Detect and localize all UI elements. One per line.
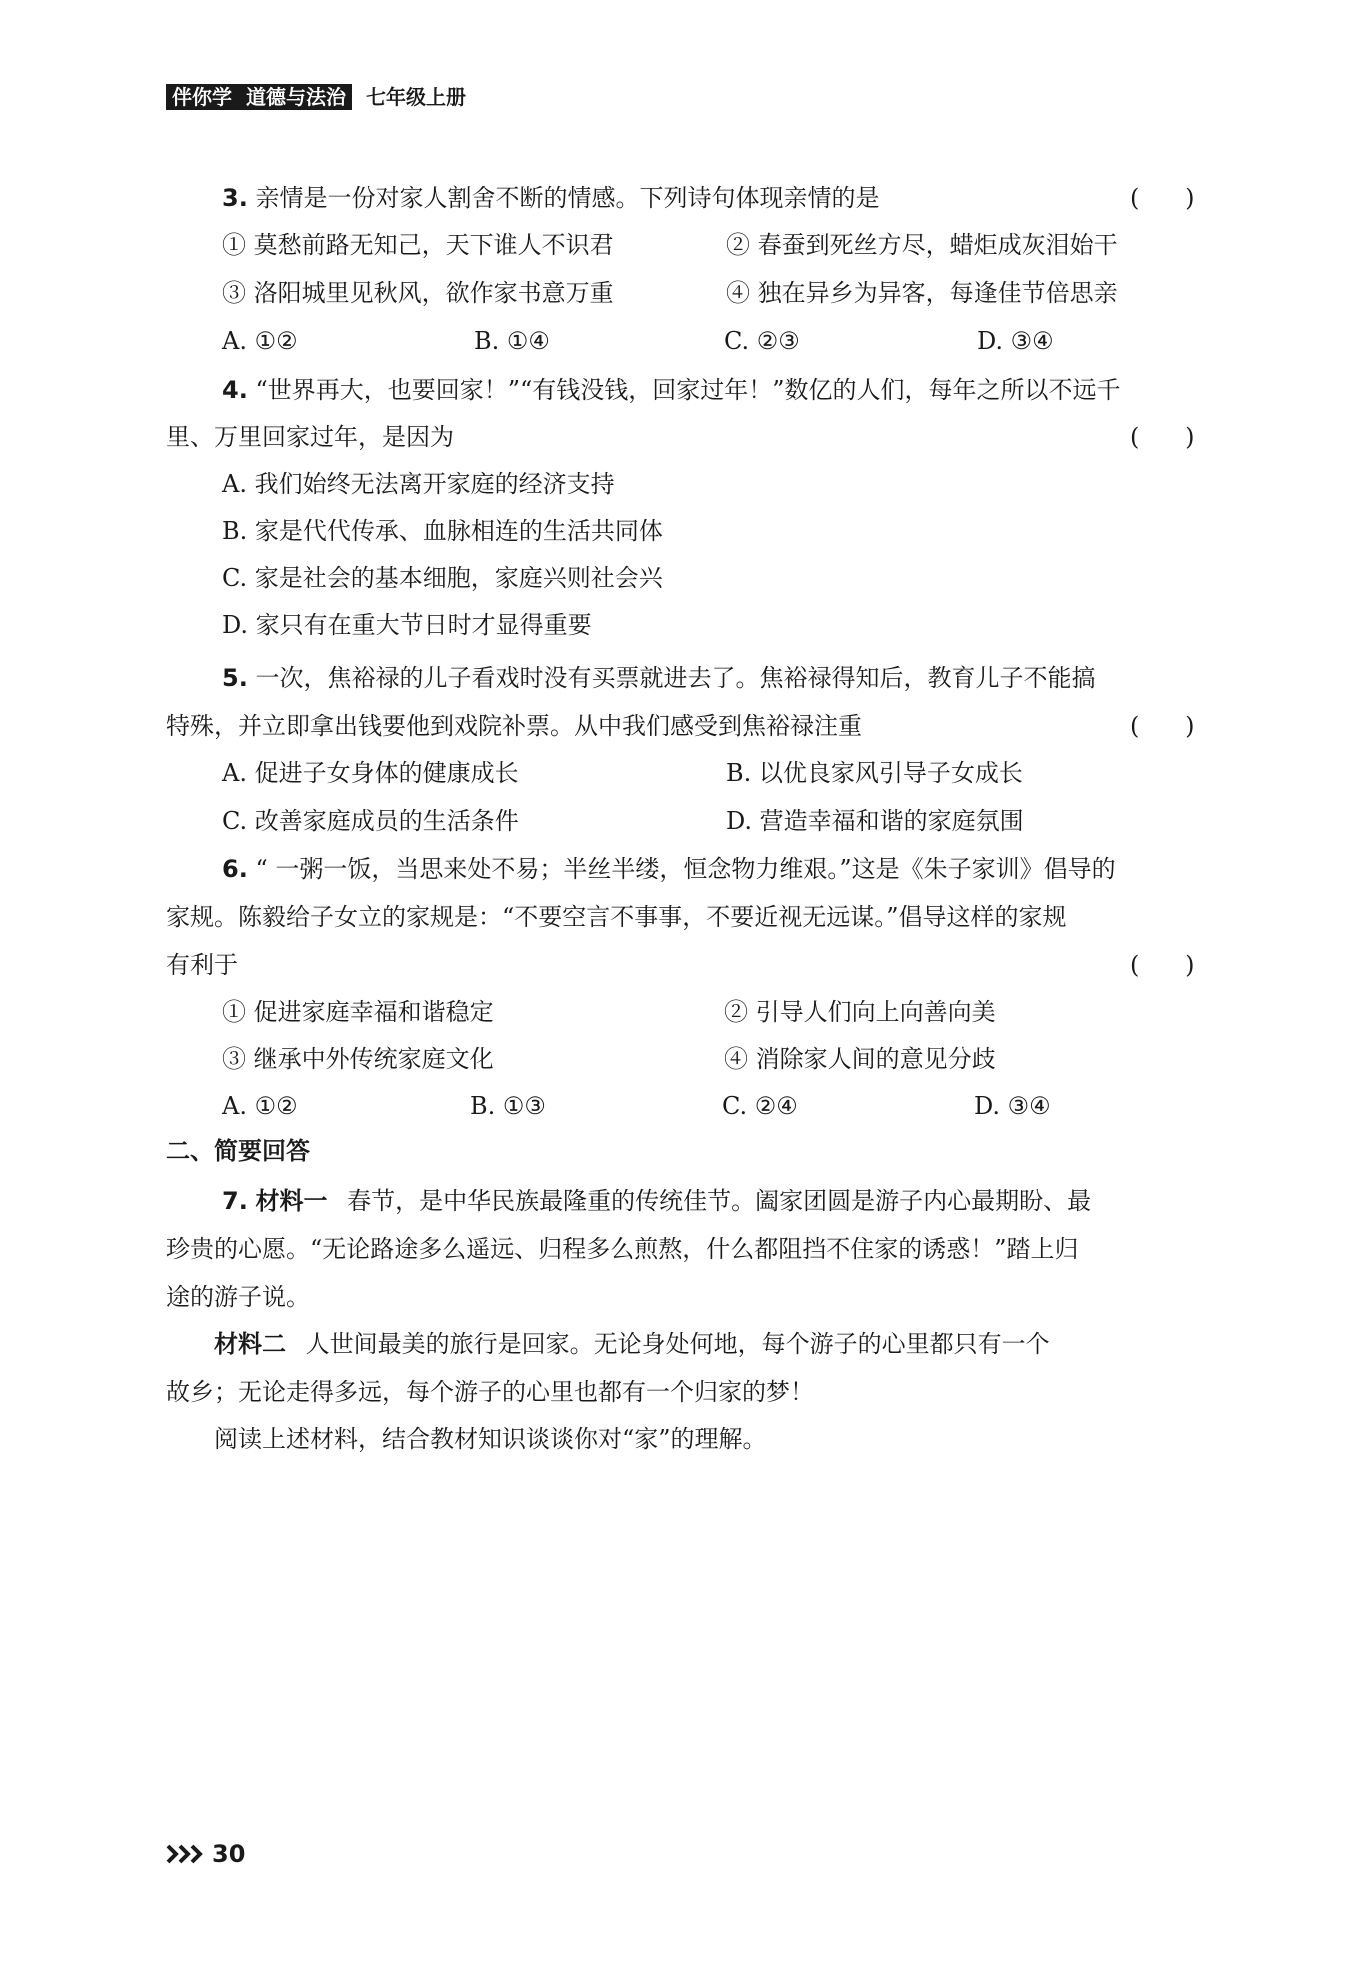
question-number: 6. xyxy=(222,855,248,883)
chevron-right-icon xyxy=(166,1842,206,1866)
question-7-task: 阅读上述材料，结合教材知识谈谈你对“家”的理解。 xyxy=(214,1425,767,1453)
answer-blank: ( ) xyxy=(1130,184,1195,212)
question-number: 4. xyxy=(222,376,248,404)
question-5-stem xyxy=(222,662,1095,694)
answer-blank: ( ) xyxy=(1130,712,1195,740)
question-text-continued: 家规。陈毅给子女立的家规是：“不要空言不事事，不要近视无远谋。”倡导这样的家规 xyxy=(166,903,1067,931)
question-text-continued: 特殊，并立即拿出钱要他到戏院补票。从中我们感受到焦裕禄注重 xyxy=(166,712,862,740)
question-number: 3. xyxy=(222,184,248,212)
material-text-continued: 途的游子说。 xyxy=(166,1283,310,1311)
question-4-stem xyxy=(222,374,1121,406)
answer-blank: ( ) xyxy=(1130,423,1195,451)
header-grade: 七年级上册 xyxy=(366,85,466,109)
option-d: D. 家只有在重大节日时才显得重要 xyxy=(222,611,592,639)
option-a: A. 促进子女身体的健康成长 xyxy=(222,759,519,787)
option-b: B. ①③ xyxy=(470,1092,546,1120)
page-footer xyxy=(166,1840,245,1868)
question-text: “世界再大，也要回家！”“有钱没钱，回家过年！”数亿的人们，每年之所以不远千 xyxy=(255,376,1121,404)
option-d: D. ③④ xyxy=(977,327,1054,355)
header-subject: 道德与法治 xyxy=(246,85,346,109)
page-header xyxy=(166,84,466,110)
option-c: C. 家是社会的基本细胞，家庭兴则社会兴 xyxy=(222,564,663,592)
option-a: A. ①② xyxy=(222,1092,298,1120)
option-c: C. ②④ xyxy=(722,1092,798,1120)
question-3-stem xyxy=(222,182,879,214)
material-text: 人世间最美的旅行是回家。无论身处何地，每个游子的心里都只有一个 xyxy=(305,1330,1050,1358)
option-b: B. 以优良家风引导子女成长 xyxy=(726,759,1023,787)
statement-item: ① 促进家庭幸福和谐稳定 xyxy=(222,998,494,1026)
question-text-continued: 有利于 xyxy=(166,951,238,979)
statement-item: ① 莫愁前路无知己，天下谁人不识君 xyxy=(222,231,614,259)
question-7-material-2 xyxy=(214,1328,1050,1360)
question-text-continued: 里、万里回家过年，是因为 xyxy=(166,423,454,451)
option-d: D. ③④ xyxy=(974,1092,1051,1120)
material-text-continued: 故乡；无论走得多远，每个游子的心里也都有一个归家的梦！ xyxy=(166,1378,814,1406)
option-c: C. ②③ xyxy=(724,327,800,355)
statement-item: ④ 消除家人间的意见分歧 xyxy=(724,1045,996,1073)
material-text: 春节，是中华民族最隆重的传统佳节。阖家团圆是游子内心最期盼、最 xyxy=(347,1187,1092,1215)
statement-item: ③ 洛阳城里见秋风，欲作家书意万重 xyxy=(222,279,614,307)
page-number: 30 xyxy=(212,1840,246,1868)
material-text-continued: 珍贵的心愿。“无论路途多么遥远、归程多么煎熬，什么都阻挡不住家的诱惑！”踏上归 xyxy=(166,1235,1079,1263)
option-b: B. 家是代代传承、血脉相连的生活共同体 xyxy=(222,517,663,545)
statement-item: ④ 独在异乡为异客，每逢佳节倍思亲 xyxy=(726,279,1118,307)
statement-item: ② 春蚕到死丝方尽，蜡炬成灰泪始干 xyxy=(726,231,1118,259)
statement-item: ② 引导人们向上向善向美 xyxy=(724,998,996,1026)
question-text: 一次，焦裕禄的儿子看戏时没有买票就进去了。焦裕禄得知后，教育儿子不能搞 xyxy=(255,664,1096,692)
header-badge xyxy=(166,84,352,110)
question-7-material-1 xyxy=(222,1185,1091,1217)
statement-item: ③ 继承中外传统家庭文化 xyxy=(222,1045,494,1073)
section-title: 二、简要回答 xyxy=(166,1137,310,1165)
material-label: 材料二 xyxy=(214,1330,286,1358)
material-label: 材料一 xyxy=(255,1187,328,1215)
option-b: B. ①④ xyxy=(474,327,550,355)
question-6-stem xyxy=(222,853,1116,885)
option-a: A. 我们始终无法离开家庭的经济支持 xyxy=(222,470,615,498)
question-text: 亲情是一份对家人割舍不断的情感。下列诗句体现亲情的是 xyxy=(255,184,880,212)
option-c: C. 改善家庭成员的生活条件 xyxy=(222,807,519,835)
question-text: “ 一粥一饭，当思来处不易；半丝半缕，恒念物力维艰。”这是《朱子家训》倡导的 xyxy=(255,855,1116,883)
question-number: 7. xyxy=(222,1187,248,1215)
header-brand: 伴你学 xyxy=(172,85,232,109)
option-a: A. ①② xyxy=(222,327,298,355)
question-number: 5. xyxy=(222,664,248,692)
option-d: D. 营造幸福和谐的家庭氛围 xyxy=(726,807,1024,835)
answer-blank: ( ) xyxy=(1130,951,1195,979)
